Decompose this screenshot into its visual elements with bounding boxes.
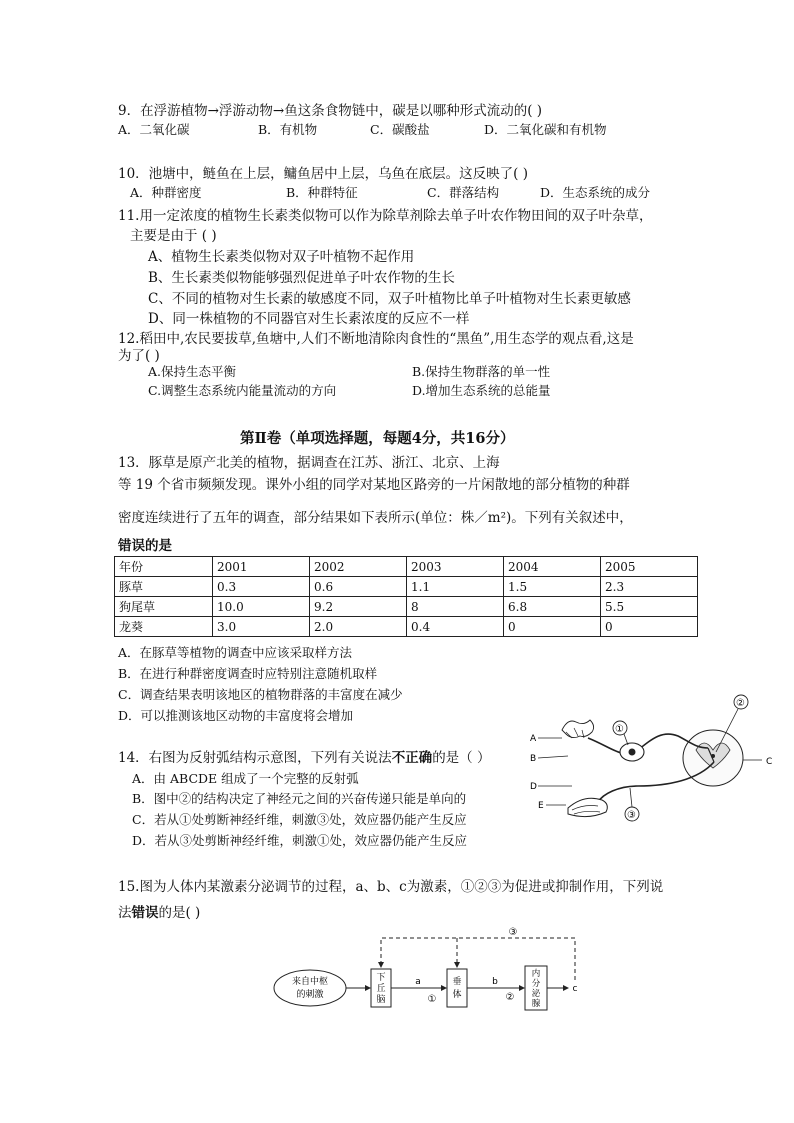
- endocrine-label-2: 分: [531, 979, 541, 989]
- source-text-1: 来自中枢: [291, 977, 329, 987]
- q12-stem-line2: 为了( ): [118, 348, 160, 364]
- table-row: [115, 617, 698, 637]
- figure-label-e: E: [538, 801, 544, 811]
- q15-stem-post: 的是( ): [158, 905, 201, 921]
- table-cell: 5.5: [601, 597, 698, 617]
- hormone-a: a: [415, 977, 421, 987]
- endocrine-label-4: 腺: [531, 999, 541, 1009]
- q14-stem: [118, 746, 490, 766]
- table-cell: 2001: [213, 557, 310, 577]
- figure-label-b: B: [530, 754, 537, 764]
- hormone-b: b: [492, 977, 498, 987]
- section-title: 第Ⅱ卷（单项选择题，每题4分，共16分）: [240, 430, 515, 447]
- hypothalamus-label-1: 下: [376, 973, 386, 983]
- q13-option-b: B．在进行种群密度调查时应特别注意随机取样: [118, 666, 378, 681]
- ganglion-cell-body: [629, 749, 636, 756]
- q15-stem-pre: 法: [118, 905, 132, 921]
- leader-line-b: [538, 756, 568, 758]
- q9-stem: 9．在浮游植物→浮游动物→鱼这条食物链中，碳是以哪种形式流动的( ): [118, 103, 543, 119]
- source-oval: [274, 970, 346, 1006]
- q14-option-c: C．若从①处剪断神经纤维，刺激③处，效应器仍能产生反应: [132, 812, 467, 827]
- table-cell: 0: [601, 617, 698, 637]
- marker-3: ③: [627, 810, 636, 821]
- q9-option-d: D．二氧化碳和有机物: [484, 122, 607, 137]
- q10-option-c: C．群落结构: [427, 185, 500, 200]
- q14-option-a: A．由 ABCDE 组成了一个完整的反射弧: [132, 771, 359, 786]
- table-cell: 2003: [407, 557, 504, 577]
- table-header-row: [115, 557, 698, 577]
- marker-1-leader: [624, 734, 628, 745]
- table-cell: 0.3: [213, 577, 310, 597]
- table-cell: 10.0: [213, 597, 310, 617]
- endocrine-label-3: 泌: [531, 989, 541, 999]
- table-cell: 2005: [601, 557, 698, 577]
- table-row: [115, 597, 698, 617]
- table-cell: 0.6: [310, 577, 407, 597]
- q9-option-b: B．有机物: [258, 122, 318, 137]
- pituitary-label-2: 体: [452, 990, 462, 1000]
- table-row: [115, 577, 698, 597]
- q14-stem-pre: 14．右图为反射弧结构示意图，下列有关说法: [118, 750, 392, 766]
- q13-option-c: C．调查结果表明该地区的植物群落的丰富度在减少: [118, 687, 403, 702]
- q11-option-a: A、植物生长素类似物对双子叶植物不起作用: [148, 249, 415, 265]
- q11-option-d: D、同一株植物的不同器官对生长素浓度的反应不一样: [148, 311, 470, 327]
- q11-option-c: C、不同的植物对生长素的敏感度不同，双子叶植物比单子叶植物对生长素更敏感: [148, 291, 631, 307]
- hypothalamus-label-2: 丘: [376, 984, 386, 994]
- table-cell: 年份: [115, 557, 213, 577]
- q13-line1: 13．豚草是原产北美的植物，据调查在江苏、浙江、北京、上海: [118, 455, 500, 471]
- marker-3-leader: [630, 788, 632, 807]
- table-cell: 0.4: [407, 617, 504, 637]
- q12-stem-line1: 12.稻田中,农民要拔草,鱼塘中,人们不断地清除肉食性的“黑鱼”,用生态学的观点看,这是: [118, 331, 634, 347]
- q13-option-a: A．在豚草等植物的调查中应该采取样方法: [118, 645, 353, 660]
- q13-line3: 密度连续进行了五年的调查，部分结果如下表所示(单位：株／m²)。下列有关叙述中，: [118, 510, 633, 526]
- q10-option-a: A．种群密度: [130, 185, 202, 200]
- q10-stem: 10．池塘中，鲢鱼在上层，鳙鱼居中上层，乌鱼在底层。这反映了( ): [118, 166, 529, 182]
- figure-label-a: A: [530, 734, 537, 744]
- q15-stem-emphasis: 错误: [131, 905, 159, 921]
- table-cell: 2.0: [310, 617, 407, 637]
- marker-2: ②: [505, 992, 515, 1003]
- effector-muscle-shape: [568, 798, 607, 816]
- marker-2: ②: [736, 698, 745, 709]
- q14-stem-emphasis: 不正确: [391, 750, 433, 766]
- q13-line2: 等 19 个省市频频发现。课外小组的同学对某地区路旁的一片闲散地的部分植物的种群: [118, 477, 630, 493]
- hypothalamus-label-3: 脑: [376, 995, 386, 1005]
- marker-3: ③: [508, 927, 518, 938]
- table-cell: 2.3: [601, 577, 698, 597]
- table-cell: 2004: [504, 557, 601, 577]
- q13-data-table: [114, 556, 698, 637]
- table-cell: 2002: [310, 557, 407, 577]
- q12-option-d: D.增加生态系统的总能量: [412, 383, 551, 398]
- hormone-regulation-diagram: [270, 920, 590, 1020]
- reflex-arc-figure: [528, 690, 778, 830]
- marker-1: ①: [427, 994, 437, 1005]
- hormone-c: c: [572, 984, 578, 994]
- q10-option-b: B．种群特征: [286, 185, 358, 200]
- table-cell: 9.2: [310, 597, 407, 617]
- figure-label-c: C: [766, 757, 773, 767]
- marker-1: ①: [615, 724, 624, 735]
- endocrine-label-1: 内: [531, 969, 541, 979]
- q15-stem-line1: 15.图为人体内某激素分泌调节的过程，a、b、c为激素，①②③为促进或抑制作用，下列说: [118, 879, 664, 895]
- table-cell: 豚草: [115, 577, 213, 597]
- q12-option-a: A.保持生态平衡: [148, 364, 237, 379]
- q13-line4: 错误的是: [118, 538, 172, 554]
- table-cell: 3.0: [213, 617, 310, 637]
- figure-label-d: D: [530, 782, 537, 792]
- q15-stem-line2: [118, 901, 200, 921]
- table-cell: 0: [504, 617, 601, 637]
- table-cell: 8: [407, 597, 504, 617]
- pituitary-box: [447, 969, 467, 1007]
- table-cell: 狗尾草: [115, 597, 213, 617]
- q9-option-c: C．碳酸盐: [370, 122, 430, 137]
- table-cell: 龙葵: [115, 617, 213, 637]
- q12-option-c: C.调整生态系统内能量流动的方向: [148, 383, 337, 398]
- q14-option-d: D．若从③处剪断神经纤维，刺激①处，效应器仍能产生反应: [132, 833, 468, 848]
- q9-option-a: A．二氧化碳: [118, 122, 190, 137]
- q12-option-b: B.保持生物群落的单一性: [412, 364, 551, 379]
- table-cell: 1.1: [407, 577, 504, 597]
- q13-option-d: D．可以推测该地区动物的丰富度将会增加: [118, 708, 354, 723]
- table-cell: 6.8: [504, 597, 601, 617]
- q14-stem-post: 的是（ ）: [432, 750, 491, 766]
- table-cell: 1.5: [504, 577, 601, 597]
- pituitary-label-1: 垂: [452, 977, 462, 987]
- q11-stem-line1: 11.用一定浓度的植物生长素类似物可以作为除草剂除去单子叶农作物田间的双子叶杂草，: [118, 208, 653, 224]
- q11-stem-line2: 主要是由于 ( ): [130, 228, 217, 244]
- q10-option-d: D．生态系统的成分: [540, 185, 651, 200]
- q11-option-b: B、生长素类似物能够强烈促进单子叶农作物的生长: [148, 270, 455, 286]
- q14-option-b: B．图中②的结构决定了神经元之间的兴奋传递只能是单向的: [132, 791, 467, 806]
- source-text-2: 的刺激: [296, 990, 324, 1000]
